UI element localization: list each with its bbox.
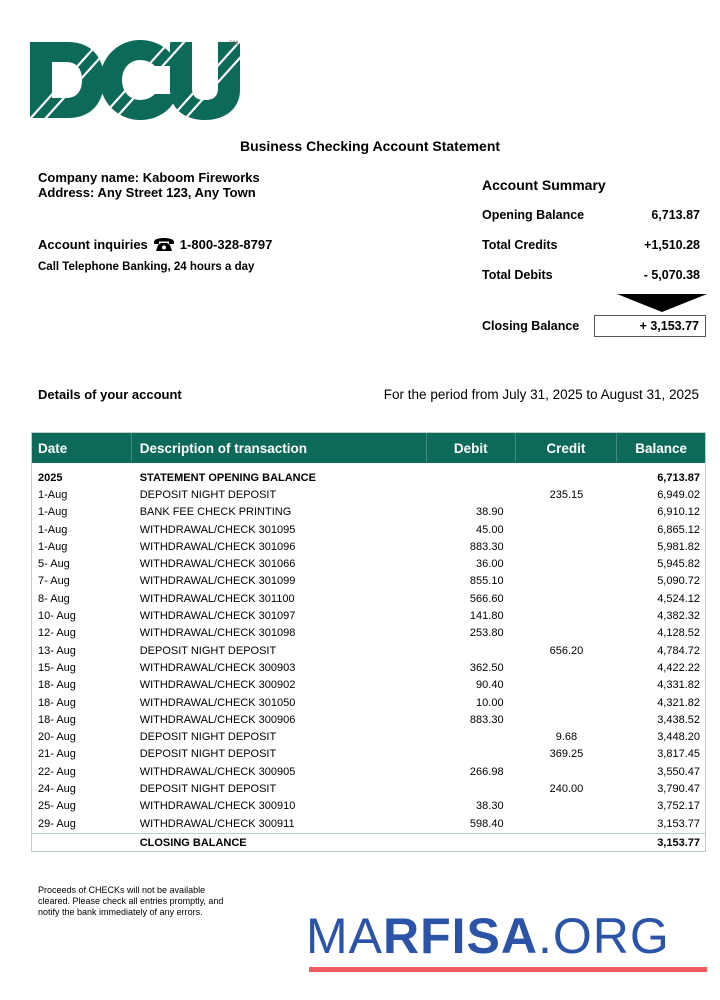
cell-date: 24- Aug xyxy=(38,782,76,795)
cell-date: 18- Aug xyxy=(38,679,76,692)
table-row xyxy=(32,728,705,745)
opening-balance-value: 6,713.87 xyxy=(651,208,700,222)
table-header xyxy=(32,433,705,463)
watermark-part: MA xyxy=(306,908,383,964)
col-credit: Credit xyxy=(516,433,618,463)
watermark-part: RFISA xyxy=(383,908,538,964)
total-debits-value: - 5,070.38 xyxy=(643,268,700,282)
cell-date: 20- Aug xyxy=(38,731,76,744)
account-summary-title: Account Summary xyxy=(482,177,606,193)
cell-balance: 3,448.20 xyxy=(657,731,701,744)
cell-credit: 240.00 xyxy=(549,782,584,795)
cell-debit: 141.80 xyxy=(469,610,504,623)
table-row xyxy=(32,746,705,763)
cell-description: WITHDRAWAL/CHECK 300905 xyxy=(139,765,296,778)
cell-description: WITHDRAWAL/CHECK 300911 xyxy=(139,817,295,830)
cell-date: 1-Aug xyxy=(38,488,68,501)
cell-date: 10- Aug xyxy=(38,610,76,623)
table-row xyxy=(32,798,705,815)
details-heading: Details of your account xyxy=(38,387,182,402)
opening-balance-row xyxy=(482,208,700,222)
cell-description: BANK FEE CHECK PRINTING xyxy=(139,506,292,519)
cell-description: WITHDRAWAL/CHECK 301099 xyxy=(139,575,296,588)
cell-debit: 883.30 xyxy=(469,713,504,726)
cell-balance: 4,331.82 xyxy=(657,679,701,692)
cell-date: 29- Aug xyxy=(38,817,76,830)
cell-balance: 6,949.02 xyxy=(657,488,701,501)
cell-description: WITHDRAWAL/CHECK 301098 xyxy=(139,627,296,640)
table-row xyxy=(32,677,705,694)
cell-debit: 90.40 xyxy=(476,679,504,692)
customer-info xyxy=(38,170,260,200)
statement-period: For the period from July 31, 2025 to August 31, 2025 xyxy=(383,387,699,402)
table-row xyxy=(32,642,705,659)
total-credits-label: Total Credits xyxy=(482,238,558,252)
cell-description: DEPOSIT NIGHT DEPOSIT xyxy=(139,488,277,501)
total-debits-row xyxy=(482,268,700,282)
table-row xyxy=(32,521,705,538)
cell-date: 22- Aug xyxy=(38,765,76,778)
transactions-table xyxy=(31,432,706,852)
dcu-logo xyxy=(30,40,245,120)
cell-description: WITHDRAWAL/CHECK 300906 xyxy=(139,713,296,726)
watermark-underline xyxy=(309,967,707,972)
cell-description: WITHDRAWAL/CHECK 300910 xyxy=(139,800,296,813)
table-row xyxy=(32,555,705,572)
cell-debit: 38.30 xyxy=(476,800,504,813)
table-row xyxy=(32,538,705,555)
closing-balance-value: + 3,153.77 xyxy=(594,315,706,337)
cell-balance: 3,153.77 xyxy=(657,836,701,849)
cell-balance: 4,422.22 xyxy=(657,661,701,674)
cell-credit: 9.68 xyxy=(555,731,578,744)
cell-description: STATEMENT OPENING BALANCE xyxy=(139,471,316,484)
cell-balance: 4,524.12 xyxy=(657,592,701,605)
col-date: Date xyxy=(32,433,132,463)
watermark-part: .ORG xyxy=(538,908,670,964)
total-debits-label: Total Debits xyxy=(482,268,553,282)
table-row xyxy=(32,607,705,624)
cell-description: WITHDRAWAL/CHECK 301066 xyxy=(139,558,296,571)
closing-balance-row xyxy=(32,833,705,851)
cell-balance: 5,981.82 xyxy=(657,540,701,553)
col-balance: Balance xyxy=(635,440,688,456)
company-address: Address: Any Street 123, Any Town xyxy=(38,185,256,200)
table-row xyxy=(32,659,705,676)
footnote xyxy=(38,885,258,918)
phone-number[interactable]: 1-800-328-8797 xyxy=(179,237,273,252)
cell-balance: 4,784.72 xyxy=(657,644,701,657)
cell-debit: 45.00 xyxy=(476,523,504,536)
cell-debit: 38.90 xyxy=(476,506,504,519)
cell-description: DEPOSIT NIGHT DEPOSIT xyxy=(139,731,277,744)
table-row xyxy=(32,486,705,503)
cell-debit: 253.80 xyxy=(469,627,504,640)
cell-balance: 3,817.45 xyxy=(657,748,701,761)
cell-debit: 266.98 xyxy=(469,765,504,778)
cell-debit: 855.10 xyxy=(469,575,504,588)
cell-date: 8- Aug xyxy=(38,592,70,605)
cell-date: 25- Aug xyxy=(38,800,76,813)
cell-credit: 656.20 xyxy=(549,644,584,657)
cell-description: WITHDRAWAL/CHECK 300903 xyxy=(139,661,296,674)
service-mark: SM xyxy=(229,41,238,47)
opening-balance-label: Opening Balance xyxy=(482,208,585,222)
col-description: Description of transaction xyxy=(132,433,427,463)
table-row xyxy=(32,590,705,607)
cell-description: WITHDRAWAL/CHECK 301050 xyxy=(139,696,296,709)
cell-description: WITHDRAWAL/CHECK 300902 xyxy=(139,679,296,692)
cell-date: 5- Aug xyxy=(38,558,70,571)
table-row xyxy=(32,504,705,521)
table-body xyxy=(32,463,705,851)
telephone-icon xyxy=(153,238,175,252)
cell-balance: 6,910.12 xyxy=(657,506,701,519)
cell-balance: 4,128.52 xyxy=(657,627,701,640)
cell-debit: 566.60 xyxy=(469,592,504,605)
cell-balance: 3,752.17 xyxy=(657,800,701,813)
cell-credit: 235.15 xyxy=(549,488,584,501)
down-arrow-icon xyxy=(617,294,707,312)
cell-balance: 5,090.72 xyxy=(657,575,701,588)
cell-date: 12- Aug xyxy=(38,627,76,640)
statement-title: Business Checking Account Statement xyxy=(239,138,501,154)
table-row xyxy=(32,711,705,728)
table-row xyxy=(32,815,705,832)
cell-date: 18- Aug xyxy=(38,696,76,709)
cell-balance: 3,550.47 xyxy=(657,765,701,778)
table-row xyxy=(32,780,705,797)
cell-date: 7- Aug xyxy=(38,575,70,588)
telebanking-note: Call Telephone Banking, 24 hours a day xyxy=(38,261,255,273)
table-row xyxy=(32,625,705,642)
cell-balance: 6,865.12 xyxy=(657,523,701,536)
company-name: Company name: Kaboom Fireworks xyxy=(38,170,260,185)
cell-credit: 369.25 xyxy=(549,748,584,761)
cell-description: WITHDRAWAL/CHECK 301096 xyxy=(139,540,296,553)
cell-date: 18- Aug xyxy=(38,713,76,726)
account-inquiries xyxy=(38,237,272,252)
inquiries-label: Account inquiries xyxy=(38,237,148,252)
cell-debit: 598.40 xyxy=(469,817,504,830)
cell-balance: 4,321.82 xyxy=(657,696,701,709)
cell-description: DEPOSIT NIGHT DEPOSIT xyxy=(139,644,277,657)
table-row xyxy=(32,694,705,711)
col-debit: Debit xyxy=(427,433,516,463)
cell-description: CLOSING BALANCE xyxy=(139,836,247,849)
footnote-line: cleared. Please check all entries promptly, and xyxy=(38,896,224,906)
cell-description: WITHDRAWAL/CHECK 301095 xyxy=(139,523,296,536)
total-credits-row xyxy=(482,238,700,252)
opening-balance-row xyxy=(32,469,705,486)
closing-balance-label: Closing Balance xyxy=(482,319,580,333)
cell-date: 15- Aug xyxy=(38,661,76,674)
footnote-line: notify the bank immediately of any errors. xyxy=(38,907,203,917)
cell-date: 2025 xyxy=(38,471,63,484)
footnote-line: Proceeds of CHECKs will not be available xyxy=(38,885,206,895)
cell-description: WITHDRAWAL/CHECK 301100 xyxy=(139,592,295,605)
table-row xyxy=(32,763,705,780)
cell-description: WITHDRAWAL/CHECK 301097 xyxy=(139,610,296,623)
cell-date: 13- Aug xyxy=(38,644,76,657)
cell-date: 1-Aug xyxy=(38,540,68,553)
cell-debit: 10.00 xyxy=(476,696,504,709)
cell-debit: 883.30 xyxy=(469,540,504,553)
cell-balance: 6,713.87 xyxy=(657,471,701,484)
cell-balance: 5,945.82 xyxy=(657,558,701,571)
watermark-text xyxy=(306,910,670,962)
cell-debit: 36.00 xyxy=(476,558,504,571)
cell-balance: 3,790.47 xyxy=(657,782,701,795)
cell-balance: 3,153.77 xyxy=(657,817,701,830)
cell-balance: 4,382.32 xyxy=(657,610,701,623)
table-row xyxy=(32,573,705,590)
cell-date: 21- Aug xyxy=(38,748,76,761)
cell-date: 1-Aug xyxy=(38,506,68,519)
cell-debit: 362.50 xyxy=(469,661,504,674)
cell-date: 1-Aug xyxy=(38,523,68,536)
cell-description: DEPOSIT NIGHT DEPOSIT xyxy=(139,782,277,795)
cell-balance: 3,438.52 xyxy=(657,713,701,726)
total-credits-value: +1,510.28 xyxy=(644,238,700,252)
cell-description: DEPOSIT NIGHT DEPOSIT xyxy=(139,748,277,761)
